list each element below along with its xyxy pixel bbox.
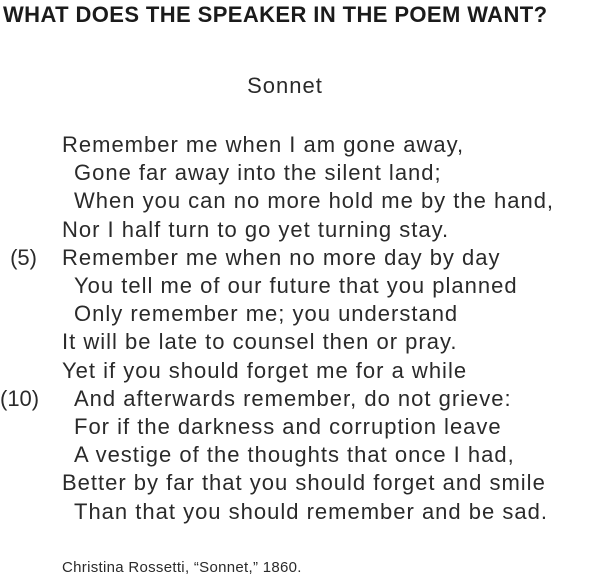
- poem-line: [0, 244, 554, 272]
- line-text: Only remember me; you understand: [74, 301, 459, 327]
- line-text: Remember me when no more day by day: [62, 244, 501, 270]
- line-text: It will be late to counsel then or pray.: [62, 329, 458, 355]
- poem-line: [0, 385, 554, 413]
- line-text: When you can no more hold me by the hand,: [74, 188, 555, 214]
- poem-line: [0, 469, 554, 497]
- line-text: Gone far away into the silent land;: [74, 160, 442, 186]
- question-title: WHAT DOES THE SPEAKER IN THE POEM WANT?: [3, 2, 548, 27]
- poem-line: [0, 498, 554, 526]
- line-number: (10): [0, 385, 40, 411]
- poem-line: [0, 159, 554, 187]
- poem-line: [0, 328, 554, 356]
- line-number: (5): [10, 244, 37, 270]
- poem-line: [0, 441, 554, 469]
- line-text: Yet if you should forget me for a while: [62, 357, 468, 383]
- poem-line: [0, 272, 554, 300]
- poem-line: [0, 131, 554, 159]
- poem-line: [0, 300, 554, 328]
- poem-title: Sonnet: [247, 73, 323, 98]
- poem-line: [0, 216, 554, 244]
- attribution: Christina Rossetti, “Sonnet,” 1860.: [62, 559, 302, 576]
- line-text: For if the darkness and corruption leave: [74, 414, 502, 440]
- line-text: Than that you should remember and be sad.: [74, 498, 548, 524]
- line-text: And afterwards remember, do not grieve:: [74, 385, 512, 411]
- poem-line: [0, 413, 554, 441]
- line-text: Remember me when I am gone away,: [62, 132, 465, 157]
- line-text: Better by far that you should forget and smile: [62, 470, 546, 496]
- poem-line: [0, 187, 554, 215]
- line-text: Nor I half turn to go yet turning stay.: [62, 216, 450, 242]
- poem-line: [0, 357, 554, 385]
- line-text: A vestige of the thoughts that once I had,: [74, 442, 515, 468]
- line-text: You tell me of our future that you planned: [74, 273, 518, 299]
- poem-body: [0, 131, 554, 526]
